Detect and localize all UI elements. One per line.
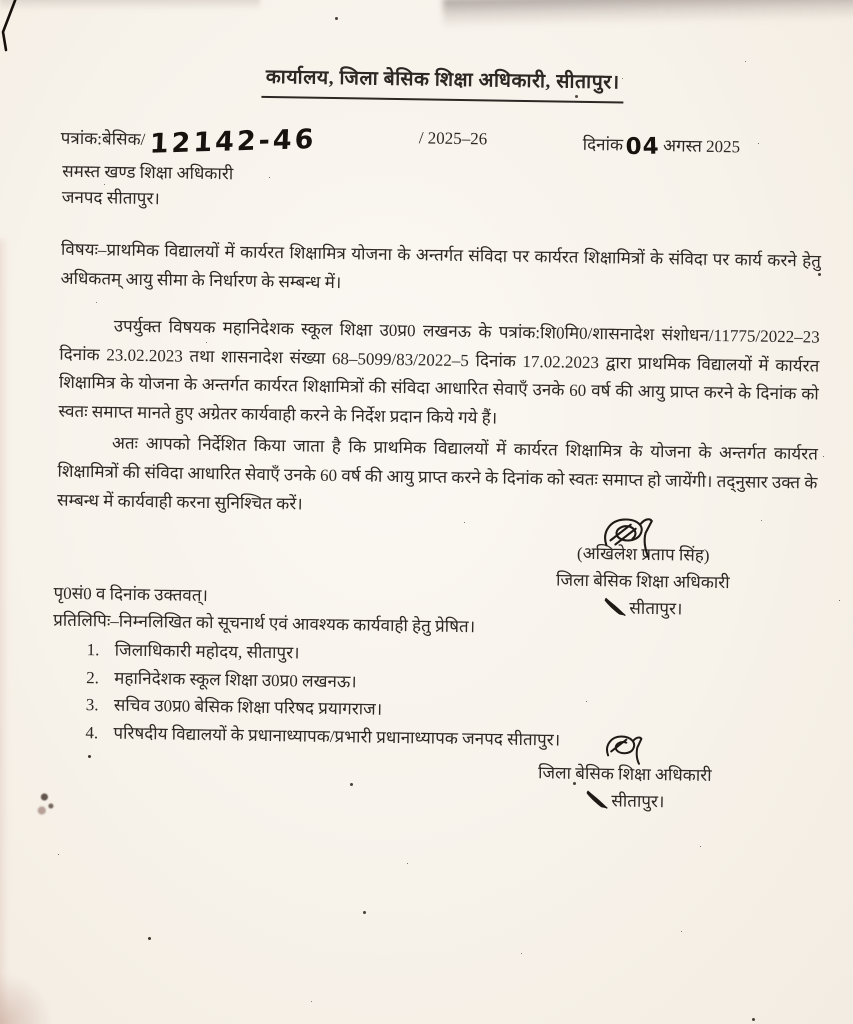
addressee-line-2: जनपद सीतापुर।: [61, 188, 160, 209]
date-day-handwritten: 04: [625, 133, 661, 161]
signatory-designation-bottom: जिला बेसिक शिक्षा अधिकारी: [537, 763, 712, 786]
copy-text: सचिव उ0प्र0 बेसिक शिक्षा परिषद प्रयागराज।: [113, 695, 383, 719]
office-header-text: कार्यालय, जिला बेसिक शिक्षा अधिकारी, सीतापुर।: [261, 61, 623, 104]
letter-year: / 2025–26: [418, 128, 488, 149]
subject-line: विषयः–प्राथमिक विद्यालयों में कार्यरत शिक्षामित्र योजना के अन्तर्गत संविदा पर कार्यरत शिक्षामित्रों के संविदा पर कार्य करने हेतु अधिकतम् आयु सीमा के निर्धारण के सम्बन्ध में।: [60, 239, 822, 292]
copy-number: 4.: [85, 722, 99, 743]
copy-text: परिषदीय विद्यालयों के प्रधानाध्यापक/प्रभारी प्रधानाध्यापक जनपद सीतापुर।: [113, 723, 561, 750]
copy-number: 3.: [85, 695, 99, 715]
addressee-block: [62, 159, 823, 224]
signatory-name: (अखिलेश प्रताप सिंह): [576, 543, 710, 565]
signatory-place: सीतापुर।: [629, 598, 683, 619]
signatory-place-line-bottom: [504, 786, 744, 817]
date-month-year: अगस्त 2025: [662, 136, 741, 157]
body-paragraph-1: उपर्युक्त विषयक महानिदेशक स्कूल शिक्षा उ0प्र0 लखनऊ के पत्रांक:शि0मि0/शासनादेश संशोधन/11775/2022–23 दिनांक 23.02.2023 तथा शासनादेश संख्या 68–5099/83/2022–5 दिनांक 17.02.2023 द्वारा प्राथमिक विद्यालयों में कार्यरत शिक्षामित्र के योजना के अन्तर्गत कार्यरत शिक्षामित्रों की संविदा आधारित सेवाएँ उनके 60 वर्ष की आयु प्राप्त करने के दिनांक को स्वतः समाप्त मानते हुए अग्रेतर कार्यवाही करने के निर्देश प्रदान किये गये हैं।: [58, 316, 820, 428]
copy-number: 1.: [86, 640, 100, 660]
copy-text: महानिदेशक स्कूल शिक्षा उ0प्र0 लखनऊ।: [114, 668, 357, 692]
endorsement-copy-note: प्रतिलिपिः–निम्नलिखित को सूचनार्थ एवं आवश्यक कार्यवाही हेतु प्रेषित।: [53, 610, 476, 636]
addressee-line-1: समस्त खण्ड शिक्षा अधिकारी: [62, 161, 234, 184]
signature-block: [517, 539, 768, 624]
signatory-place-bottom: सीतापुर।: [611, 791, 665, 812]
scan-shadow-band-left: [0, 0, 260, 10]
body-paragraph-2: अतः आपको निर्देशित किया जाता है कि प्राथमिक विद्यालयों में कार्यरत शिक्षामित्र के योजना के अन्तर्गत कार्यरत शिक्षामित्रों की संविदा आधारित सेवाएँ उनके 60 वर्ष की आयु प्राप्त करने के दिनांक को स्वतः समाप्त हो जायेंगी। तद्नुसार उक्त के सम्बन्ध में कार्यवाही करना सुनिश्चित करें।: [56, 433, 819, 514]
endorsement-ref-note: पृ0सं0 व दिनांक उक्तवत्।: [53, 584, 209, 606]
office-header: [61, 58, 823, 107]
signature-scribble-icon: [596, 513, 663, 558]
scan-shadow-band: [443, 0, 853, 28]
scan-dust-specks: [0, 0, 3, 3]
copy-number: 2.: [86, 667, 100, 687]
scan-edge-smudge: [0, 240, 8, 1024]
pen-flourish-bottom-icon: [584, 790, 610, 810]
letter-number-label: पत्रांक:बेसिक/: [60, 128, 146, 150]
pen-flourish-icon: [602, 597, 628, 617]
copy-text: जिलाधिकारी महोदय, सीतापुर।: [114, 640, 300, 663]
signature-block-bottom: [504, 731, 745, 817]
reference-row: [60, 109, 823, 167]
scan-corner-smudge: [0, 974, 52, 1024]
date-label: दिनांक: [582, 135, 624, 155]
signatory-designation: जिला बेसिक शिक्षा अधिकारी: [555, 570, 730, 593]
letter-content: [50, 58, 824, 818]
letter-date: [582, 127, 740, 169]
letter-number-handwritten: 12142-46: [148, 124, 317, 160]
scan-corner-mark: [0, 0, 30, 68]
signatory-place-line: [517, 593, 767, 624]
letter-number: [60, 117, 316, 167]
